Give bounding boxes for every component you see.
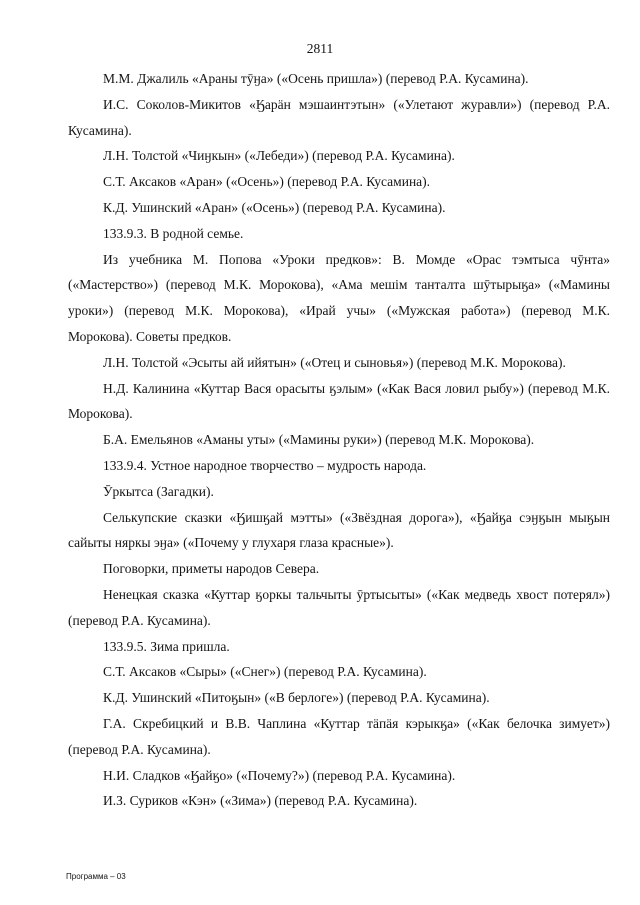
paragraph: К.Д. Ушинский «Аран» («Осень») (перевод Р.А. Кусамина).: [103, 199, 446, 215]
paragraph: Н.И. Сладков «Ӄайӄо» («Почему?») (перевод Р.А. Кусамина).: [103, 767, 456, 783]
paragraph: Селькупские сказки «Ӄишӄай мэтты» («Звёздная дорога»), «Ӄайӄа сэӈӄын мыӄын сайыты няркы эӈа» («Почему у глухаря глаза красные»).: [68, 509, 610, 551]
paragraph: Б.А. Емельянов «Аманы уты» («Мамины руки») (перевод М.К. Морокова).: [103, 432, 535, 448]
paragraph: Из учебника М. Попова «Уроки предков»: В. Момде «Орас тэмтыса чӯнта» («Мастерство») (перевод М.К. Морокова), «Ама мешім танталта шӯтырыӄа» («Мамины уроки») (перевод М.К. Морокова), «Ирай учы» («Мужская работа») (перевод М.К. Морокова). Советы предков.: [68, 251, 610, 344]
paragraph: И.З. Суриков «Кэн» («Зима») (перевод Р.А. Кусамина).: [103, 793, 418, 809]
paragraph: Поговорки, приметы народов Севера.: [103, 561, 320, 577]
paragraph: Н.Д. Калинина «Куттар Вася орасыты ӄэлым» («Как Вася ловил рыбу») (перевод М.К. Морокова).: [68, 380, 610, 422]
paragraph: Ненецкая сказка «Куттар ӄоркы тальчыты ӯртысыты» («Как медведь хвост потерял») (перевод Р.А. Кусамина).: [68, 586, 610, 628]
paragraph: И.С. Соколов-Микитов «Ӄарӓн мэшаинтэтын» («Улетают журавли») (перевод Р.А. Кусамина).: [68, 96, 610, 138]
page-footer: Программа – 03: [66, 872, 126, 881]
section-heading: 133.9.3. В родной семье.: [103, 225, 244, 241]
paragraph: С.Т. Аксаков «Аран» («Осень») (перевод Р.А. Кусамина).: [103, 174, 431, 190]
document-body: [68, 66, 610, 814]
paragraph: К.Д. Ушинский «Питоӄын» («В берлоге») (перевод Р.А. Кусамина).: [103, 690, 490, 706]
paragraph: М.М. Джалиль «Араны тӯӈа» («Осень пришла») (перевод Р.А. Кусамина).: [103, 71, 529, 86]
paragraph: Г.А. Скребицкий и В.В. Чаплина «Куттар тӓпӓя кэрыкӄа» («Как белочка зимует») (перевод Р.А. Кусамина).: [68, 715, 610, 757]
page-number: 2811: [306, 41, 334, 56]
section-heading: 133.9.4. Устное народное творчество – мудрость народа.: [103, 457, 427, 473]
paragraph: Л.Н. Толстой «Чиӈкын» («Лебеди») (перевод Р.А. Кусамина).: [103, 148, 455, 164]
paragraph: Ӯркытса (Загадки).: [103, 483, 214, 499]
paragraph: Л.Н. Толстой «Эсыты ай ийятын» («Отец и сыновья») (перевод М.К. Морокова).: [103, 354, 566, 370]
paragraph: С.Т. Аксаков «Сыры» («Снег») (перевод Р.А. Кусамина).: [103, 664, 427, 680]
section-heading: 133.9.5. Зима пришла.: [103, 638, 230, 654]
